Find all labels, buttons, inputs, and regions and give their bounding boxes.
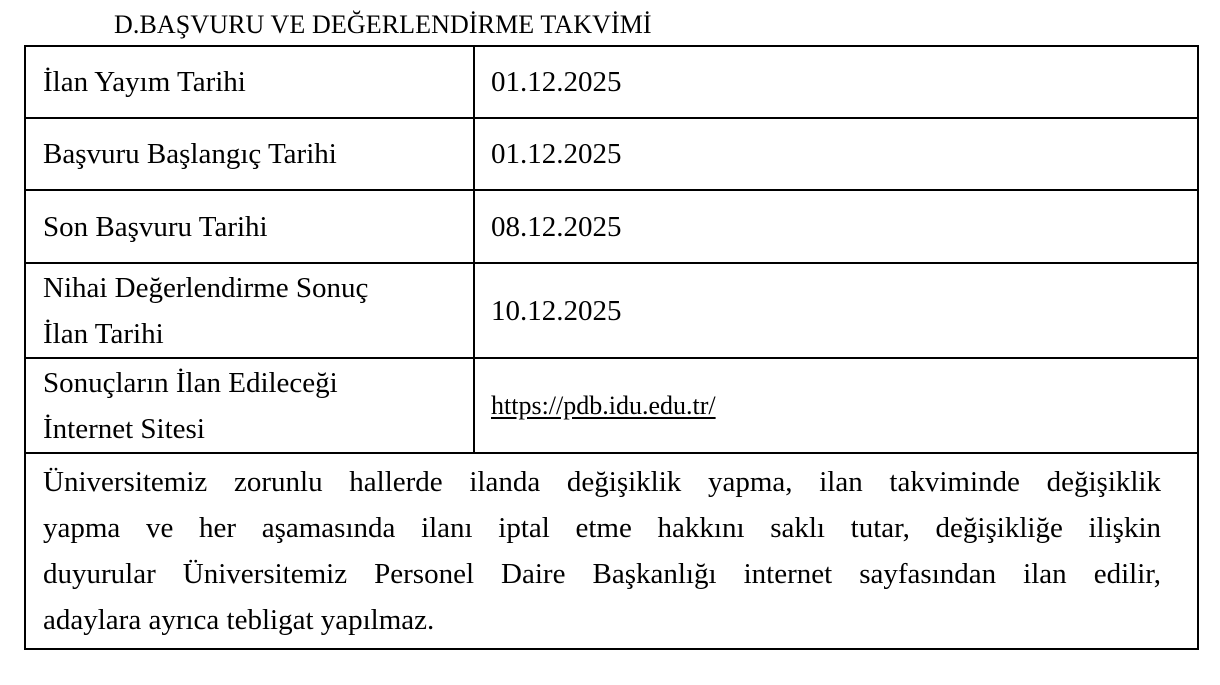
notice-line: duyurular Üniversitemiz Personel Daire Başkanlığı internet sayfasından ilan edilir, [43,558,1161,590]
row-label [25,263,474,358]
notice-line: yapma ve her aşamasında ilanı iptal etme hakkını saklı tutar, değişikliğe ilişkin [43,512,1161,544]
table-row [25,46,1198,118]
table-row [25,358,1198,453]
row-label-line: İnternet Sitesi [43,412,205,445]
row-value: 10.12.2025 [474,263,1198,358]
row-label-line: Nihai Değerlendirme Sonuç [43,271,369,304]
notice-line: adaylara ayrıca tebligat yapılmaz. [43,604,435,636]
results-website-link[interactable]: https://pdb.idu.edu.tr/ [491,391,716,420]
section-heading: D.BAŞVURU VE DEĞERLENDİRME TAKVİMİ [114,10,652,39]
row-label [25,358,474,453]
row-label: Başvuru Başlangıç Tarihi [25,118,474,190]
table-row [25,190,1198,263]
notice-row [25,453,1198,649]
application-calendar-table [24,45,1199,650]
row-label-line: İlan Tarihi [43,317,164,350]
row-value: 01.12.2025 [474,118,1198,190]
row-label-line: Sonuçların İlan Edileceği [43,366,338,399]
row-label: Son Başvuru Tarihi [25,190,474,263]
notice-text [25,453,1198,649]
row-value: 01.12.2025 [474,46,1198,118]
table-row [25,263,1198,358]
row-value [474,358,1198,453]
row-label: İlan Yayım Tarihi [25,46,474,118]
table-row [25,118,1198,190]
notice-line: Üniversitemiz zorunlu hallerde ilanda değişiklik yapma, ilan takviminde değişiklik [43,466,1161,498]
row-value: 08.12.2025 [474,190,1198,263]
